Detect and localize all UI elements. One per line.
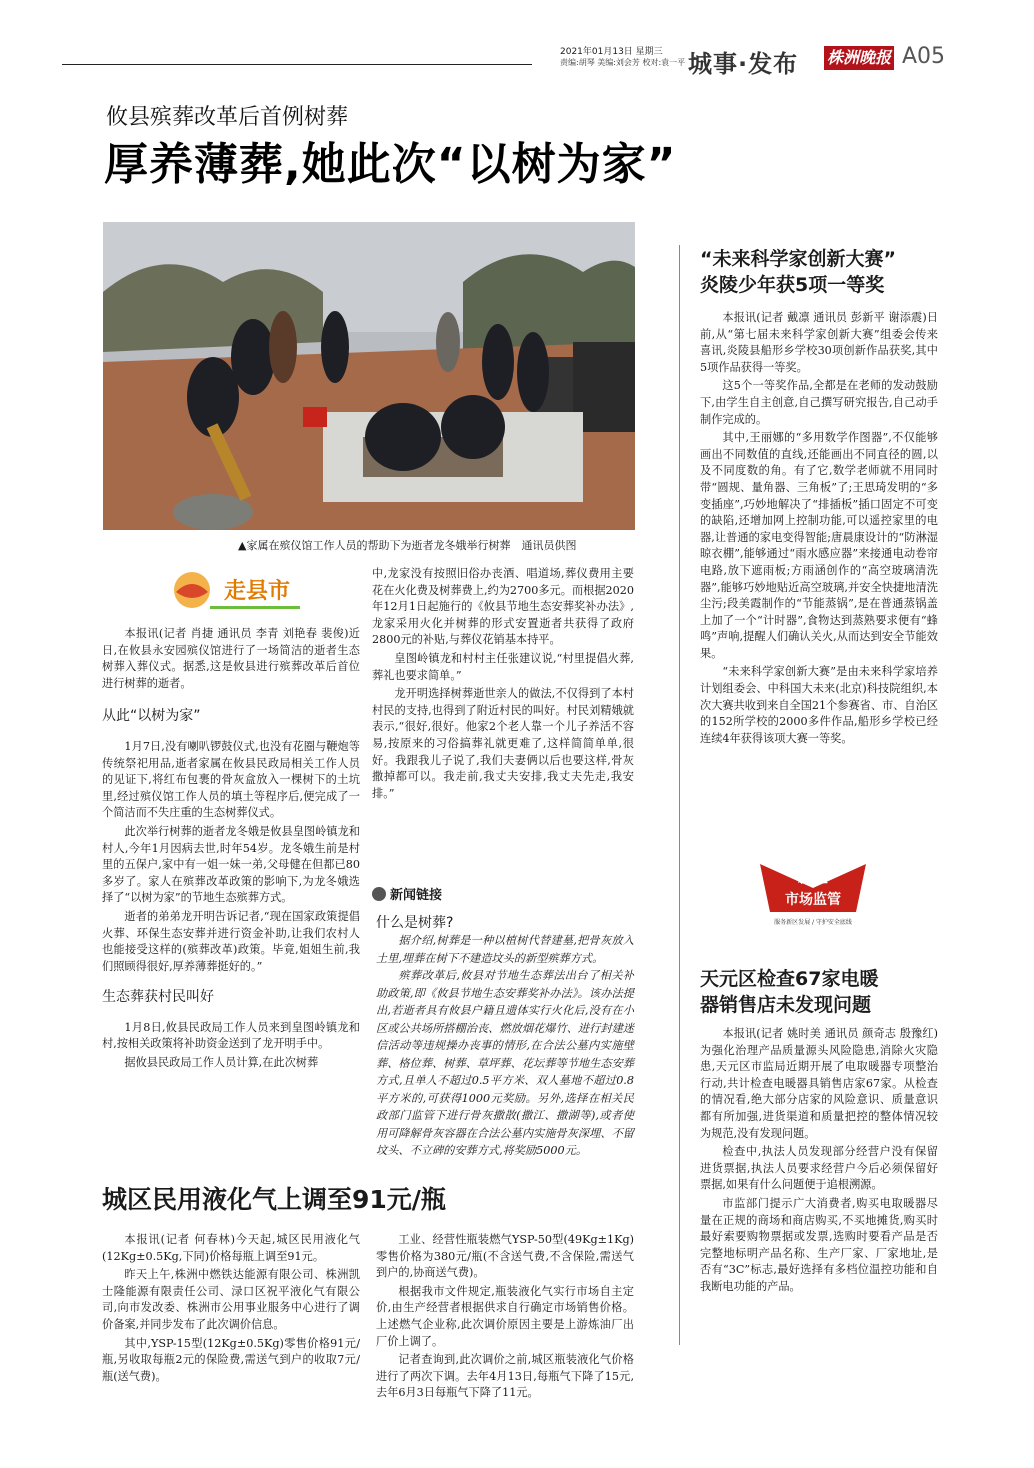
- paragraph: 据攸县民政局工作人员计算,在此次树葬: [124, 1056, 319, 1070]
- lpg-column-2: [376, 1232, 634, 1404]
- paragraph: “未来科学家创新大赛”是由未来科学家培养计划组委会、中科国大未来(北京)科技院组织,本次大赛共收到来自全国21个参赛省、市、自治区的152所学校的2000多件作品,船形乡学校已经连续4年获得该项大赛一等奖。: [700, 665, 938, 745]
- section-title: 城事·发布: [688, 50, 799, 78]
- paragraph: 据介绍,树葬是一种以植树代替建墓,把骨灰放入土里,埋葬在树下不建造坟头的新型殡葬方式。: [376, 934, 634, 965]
- lpg-column-1: [102, 1232, 360, 1387]
- paragraph: 中,龙家没有按照旧俗办丧酒、唱道场,葬仪费用主要花在火化费及树葬费上,约为2700多元。而根据2020年12月1日起施行的《攸县节地生态安葬奖补办法》,龙家采用火化并树葬的形式安置逝者共获得了政府2800元的补贴,与葬仪花销基本持平。: [372, 567, 634, 647]
- news-link-label: 新闻链接: [390, 888, 443, 903]
- paragraph: 皇图岭镇龙和村村主任张建议说,“村里提倡火葬,葬礼也要求简单。”: [372, 651, 634, 682]
- main-column-1: [102, 626, 360, 1074]
- paragraph: 殡葬改革后,攸县对节地生态葬法出台了相关补助政策,即《攸县节地生态安葬奖补办法》。该办法提出,若逝者具有攸县户籍且遗体实行火化后,没有在小区或公共场所搭棚治丧、燃放烟花爆竹、进行封建迷信活动等违规操办丧事的情形,在合法公墓内实施壁葬、格位葬、树葬、草坪葬、花坛葬等节地生态安葬方式,且单人不超过0.5平方米、双人墓地不超过0.8平方米的,可获得1000元奖励。另外,选择在相关民政部门监管下进行骨灰撒散(撒江、撒湖等),或者使用可降解骨灰容器在合法公墓内实施骨灰深埋、不留坟头、不立碑的安葬方式,将奖励5000元。: [376, 969, 634, 1157]
- burial-photo: [103, 222, 635, 530]
- heater-article-body: [700, 1026, 938, 1298]
- column-divider: [679, 245, 680, 1345]
- section-heading-2: 生态葬获村民叫好: [102, 989, 214, 1006]
- paragraph: 龙开明选择树葬逝世亲人的做法,不仅得到了本村村民的支持,也得到了附近村民的叫好。村民刘精娥就表示,“很好,很好。他家2个老人靠一个儿子养活不容易,按原来的习俗搞葬礼就更难了,这样简简单单,很好。我跟我儿子说了,我们夫妻俩以后也要这样,骨灰撒掉都可以。我走前,我丈夫安排,我丈夫先走,我安排。”: [372, 687, 634, 800]
- paragraph: 逝者的弟弟龙开明告诉记者,“现在国家政策提倡火葬、环保生态安葬并进行资金补助,让我们农村人也能接受这样的(殡葬改革)政策。毕竟,姐姐生前,我们照顾得很好,厚养薄葬挺好的。”: [102, 909, 360, 973]
- paragraph: 1月7日,没有喇叭锣鼓仪式,也没有花圈与鞭炮等传统祭祀用品,逝者家属在攸县民政局相关工作人员的见证下,将红布包裹的骨灰盒放入一棵树下的土坑里,经过殡仪馆工作人员的填土等程序后,便完成了一个简洁而不失庄重的生态树葬仪式。: [102, 739, 360, 820]
- paragraph: 市监部门提示广大消费者,购买电取暖器尽量在正规的商场和商店购买,不买地摊货,购买时最好索要购物票据或发票,选购时要看产品是否完整地标明产品名称、生产厂家、厂家地址,是否有“3C”标志,最好选择有多档位温控功能和自我断电功能的产品。: [700, 1196, 938, 1293]
- article-intro: 本报讯(记者 肖捷 通讯员 李青 刘艳春 裴俊)近日,在攸县永安园殡仪馆进行了一场简洁的逝者生态树葬入葬仪式。据悉,这是攸县进行殡葬改革后首位进行树葬的逝者。: [102, 627, 360, 690]
- column-badge: 走县市: [224, 579, 291, 604]
- tree-burial-explainer: [376, 932, 634, 1160]
- paragraph: 根据我市文件规定,瓶装液化气实行市场自主定价,由生产经营者根据供求自行确定市场销售价格。上述燃气企业称,此次调价原因主要是上游炼油厂出厂价上调了。: [376, 1284, 634, 1348]
- newspaper-logo: 株洲晚报: [824, 46, 894, 70]
- paragraph: 此次举行树葬的逝者龙冬娥是攸县皇图岭镇龙和村人,今年1月因病去世,时年54岁。龙冬娥生前是村里的五保户,家中有一姐一妹一弟,父母健在但都已80多岁了。家人在殡葬改革政策的影响下,为龙冬娥选择了“以树为家”的节地生态殡葬方式。: [102, 824, 360, 905]
- market-supervision-logo: [758, 860, 868, 928]
- paragraph: 检查中,执法人员发现部分经营户没有保留进货票据,执法人员要求经营户今后必须保留好票据,如果有什么问题便于追根溯源。: [700, 1145, 938, 1192]
- heater-headline-line: 器销售店未发现问题: [700, 994, 872, 1016]
- paragraph: 这5个一等奖作品,全都是在老师的发动鼓励下,由学生自主创意,自己撰写研究报告,自己动手制作完成的。: [700, 379, 938, 426]
- article-subhead: 攸县殡葬改革后首例树葬: [106, 105, 349, 130]
- heater-headline: [700, 966, 878, 1018]
- science-headline: [700, 246, 896, 298]
- paragraph: 本报讯(记者 姚时美 通讯员 颜奇志 殷豫红)为强化治理产品质量源头风险隐患,消除火灾隐患,天元区市监局近期开展了电取暖器专项整治行动,共计检查电暖器具销售店家67家。从检查的情况看,绝大部分店家的风险意识、质量意识都有所加强,进货渠道和质量把控的整体情况较为规范,没有发现问题。: [700, 1027, 938, 1140]
- paragraph: 工业、经营性瓶装燃气YSP-50型(49Kg±1Kg)零售价格为380元/瓶(不含送气费,不含保险,需送气到户的,协商送气费)。: [376, 1233, 634, 1280]
- paragraph: 其中,王丽娜的“多用数学作图器”,不仅能够画出不同数值的直线,还能画出不同直径的圆,以及不同度数的角。有了它,数学老师就不用同时带“圆规、量角器、三角板”了;王思琦发明的“多变插座”,巧妙地解决了“排插板”插口固定不可变的缺陷,还增加网上控制功能,可以遥控家里的电器,让普通的家电变得智能;唐晨康设计的“防淋湿晾衣棚”,能够通过“雨水感应器”来接通电动卷帘电路,放下遮雨板;方雨涵创作的“高空玻璃清洗器”,能够巧妙地贴近高空玻璃,并安全快捷地清洗尘污;段美霞制作的“节能蒸锅”,是在普通蒸锅盖上加了一个“计时器”,食物达到蒸熟要求便有“蜂鸣”声响,提醒人们确认关火,从而达到安全节能效果。: [700, 431, 938, 660]
- logo-slogan: 服务新区发展 / 守护安全底线: [774, 919, 852, 926]
- science-article-body: [700, 310, 938, 749]
- news-link-badge: [372, 884, 442, 903]
- section-heading-1: 从此“以树为家”: [102, 708, 201, 725]
- search-icon: [372, 887, 386, 901]
- issue-date: 2021年01月13日 星期三: [560, 47, 663, 57]
- science-headline-line: “未来科学家创新大赛”: [700, 248, 896, 270]
- editor-credits: 责编:胡琴 美编:刘会芳 校对:袁一平: [560, 58, 686, 67]
- paragraph: 记者查询到,此次调价之前,城区瓶装液化气价格进行了两次下调。去年4月13日,每瓶气下降了15元,去年6月3日每瓶气下降了11元。: [376, 1353, 634, 1400]
- paragraph: 本报讯(记者 戴凛 通讯员 彭新平 谢添震)日前,从“第七届未来科学家创新大赛”组委会传来喜讯,炎陵县船形乡学校30项创新作品获奖,其中5项作品获得一等奖。: [700, 311, 938, 374]
- main-column-2: [372, 566, 634, 804]
- photo-caption: ▲家属在殡仪馆工作人员的帮助下为逝者龙冬娥举行树葬 通讯员供图: [238, 539, 577, 552]
- paragraph: 昨天上午,株洲中燃铁达能源有限公司、株洲凯士隆能源有限责任公司、渌口区祝平液化气有限公司,向市发改委、株洲市公用事业服务中心进行了调价备案,并同步发布了此次调价信息。: [102, 1268, 360, 1331]
- paragraph: 1月8日,攸县民政局工作人员来到皇图岭镇龙和村,按相关政策将补助资金送到了龙开明手中。: [102, 1020, 360, 1051]
- header-rule: [62, 64, 532, 65]
- page-number: A05: [902, 44, 946, 69]
- article-headline: 厚养薄葬,她此次“以树为家”: [104, 139, 677, 190]
- lpg-headline: 城区民用液化气上调至91元/瓶: [102, 1185, 446, 1214]
- heater-headline-line: 天元区检查67家电暖: [700, 968, 879, 990]
- paragraph: 本报讯(记者 何春林)今天起,城区民用液化气(12Kg±0.5Kg,下同)价格每瓶上调至91元。: [102, 1233, 360, 1263]
- logo-line-2: 市场监管: [785, 892, 841, 908]
- logo-line-1: 新区: [797, 868, 829, 886]
- tree-burial-heading: 什么是树葬?: [376, 915, 454, 931]
- science-headline-line: 炎陵少年获5项一等奖: [700, 274, 885, 296]
- paragraph: 其中,YSP-15型(12Kg±0.5Kg)零售价格91元/瓶,另收取每瓶2元的保险费,需送气到户的收取7元/瓶(送气费)。: [102, 1336, 360, 1383]
